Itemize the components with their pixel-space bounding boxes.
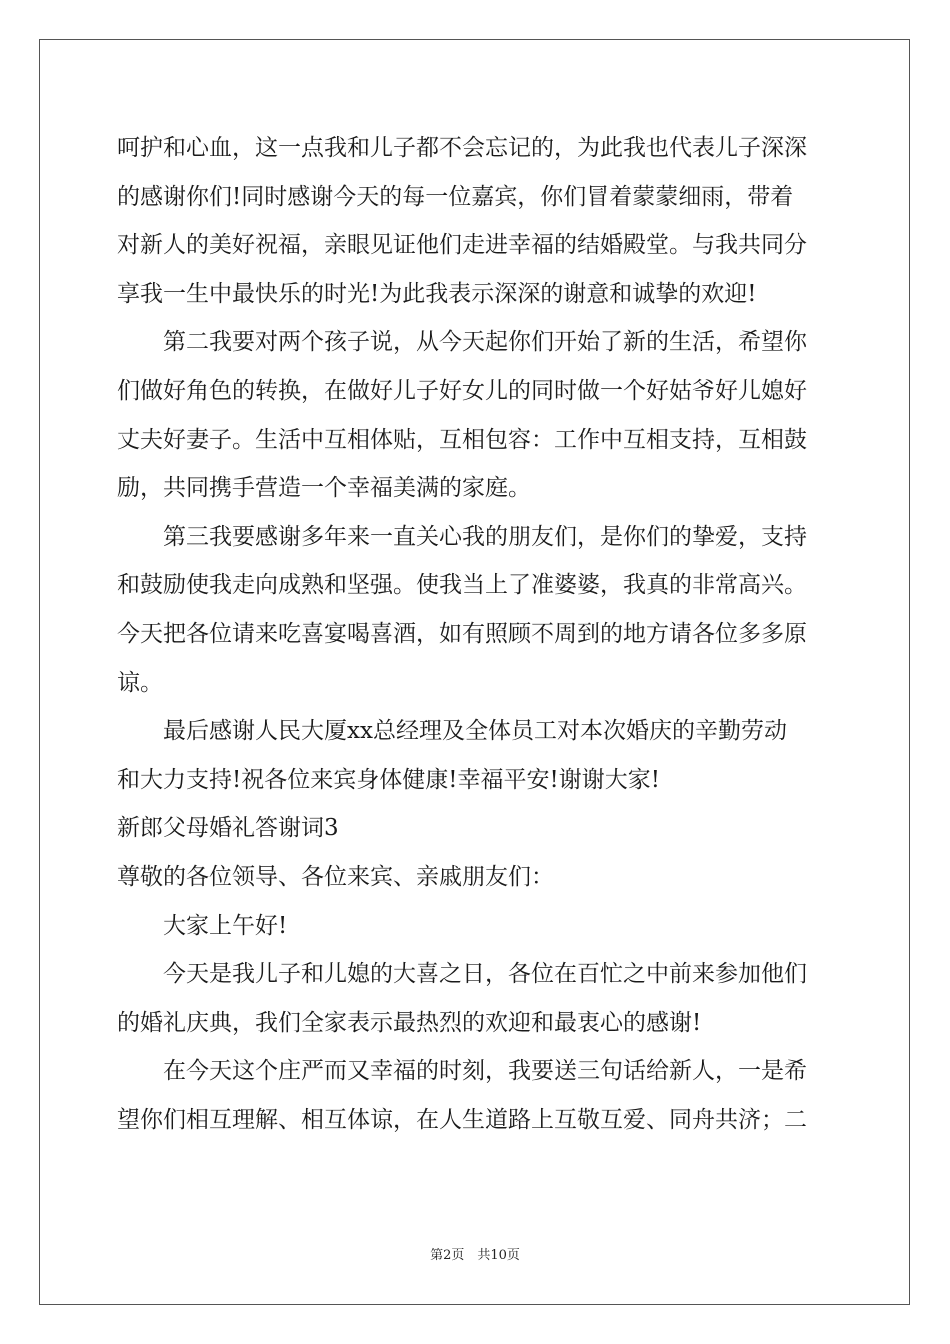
document-body [117,124,835,1144]
text-line: 丈夫好妻子。生活中互相体贴，互相包容：工作中互相支持，互相鼓 [117,426,807,453]
text-line: 的婚礼庆典，我们全家表示最热烈的欢迎和最衷心的感谢! [117,1009,702,1036]
text-line: 谅。 [117,669,163,696]
text-line: 和鼓励使我走向成熟和坚强。使我当上了准婆婆，我真的非常高兴。 [117,572,807,599]
salutation-line: 尊敬的各位领导、各位来宾、亲戚朋友们： [117,863,554,890]
paragraph-start-line: 今天是我儿子和儿媳的大喜之日，各位在百忙之中前来参加他们 [163,961,807,988]
paragraph-start-line: 最后感谢人民大厦xx总经理及全体员工对本次婚庆的辛勤劳动 [163,718,787,745]
paragraph-start-line: 第二我要对两个孩子说，从今天起你们开始了新的生活，希望你 [163,329,807,356]
page-number-footer: 第2页 共10页 [430,1248,520,1263]
greeting-line: 大家上午好! [163,912,288,939]
text-line: 今天把各位请来吃喜宴喝喜酒，如有照顾不周到的地方请各位多多原 [117,620,807,647]
text-line: 望你们相互理解、相互体谅，在人生道路上互敬互爱、同舟共济；二 [117,1106,807,1133]
text-line: 和大力支持!祝各位来宾身体健康!幸福平安!谢谢大家! [117,766,660,793]
text-line: 励，共同携手营造一个幸福美满的家庭。 [117,475,531,502]
text-line: 的感谢你们!同时感谢今天的每一位嘉宾，你们冒着蒙蒙细雨，带着 [117,183,794,210]
paragraph-start-line: 第三我要感谢多年来一直关心我的朋友们，是你们的挚爱，支持 [163,523,807,550]
text-line: 对新人的美好祝福，亲眼见证他们走进幸福的结婚殿堂。与我共同分 [117,232,807,259]
text-line: 享我一生中最快乐的时光!为此我表示深深的谢意和诚挚的欢迎! [117,280,757,307]
text-line: 呵护和心血，这一点我和儿子都不会忘记的，为此我也代表儿子深深 [117,135,807,161]
paragraph-start-line: 在今天这个庄严而又幸福的时刻，我要送三句话给新人，一是希 [163,1058,807,1085]
text-line: 们做好角色的转换，在做好儿子好女儿的同时做一个好姑爷好儿媳好 [117,377,807,404]
section-heading: 新郎父母婚礼答谢词3 [117,815,339,842]
